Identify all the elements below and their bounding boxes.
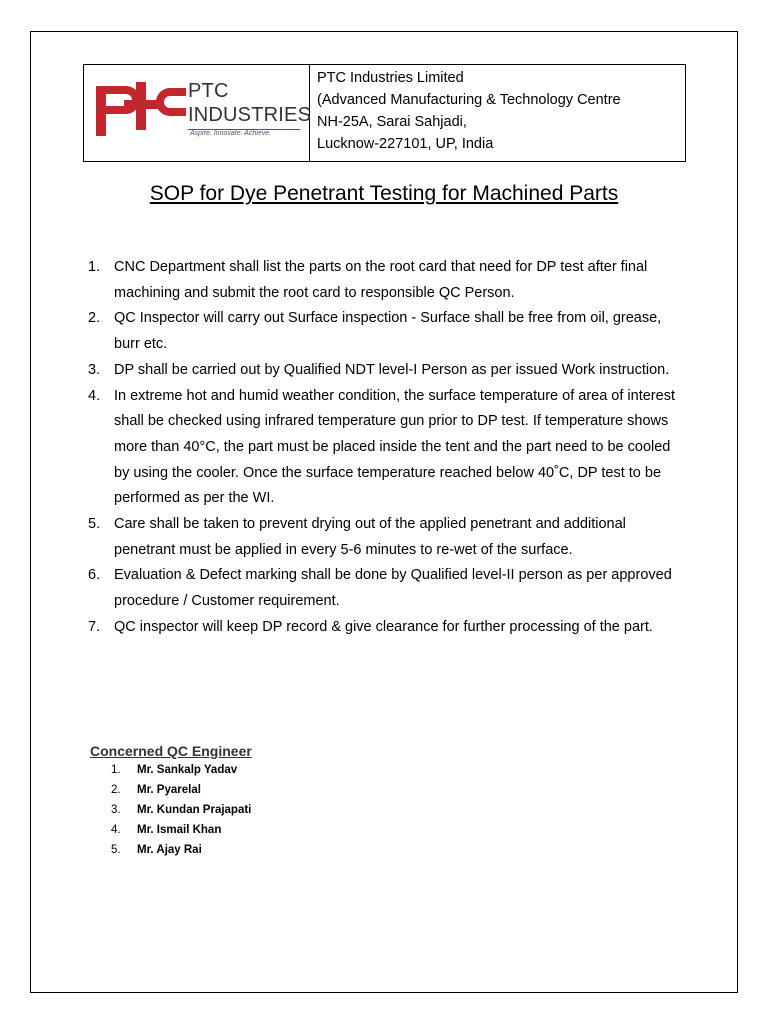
step-number: 1.: [88, 259, 101, 275]
logo-word-ptc: PTC: [188, 80, 229, 102]
address-line-centre: (Advanced Manufacturing & Technology Centre: [317, 92, 621, 108]
engineer-number: 2.: [111, 784, 121, 796]
qc-engineer-list: [111, 760, 251, 860]
procedure-step: [88, 563, 688, 614]
document-title: SOP for Dye Penetrant Testing for Machined Parts: [149, 182, 619, 205]
engineer-name: Mr. Ajay Rai: [137, 844, 202, 856]
address-cell: [310, 65, 685, 161]
step-text: In extreme hot and humid weather condition, the surface temperature of area of interest shall be checked using infrared temperature gun prior to DP test. If temperature shows more than 40°C, the part must be placed inside the tent and the part need to be cooled by using the cooler. Once the surface temperature reached below 40˚C, DP test to be performed as per the WI.: [114, 387, 675, 507]
procedure-step: [88, 512, 688, 563]
qc-engineer-item: [111, 820, 251, 840]
step-number: 3.: [88, 361, 101, 378]
qc-engineer-item: [111, 800, 251, 820]
address-line-city: Lucknow-227101, UP, India: [317, 136, 494, 152]
step-number: 4.: [88, 387, 101, 404]
address-line-street: NH-25A, Sarai Sahjadi,: [317, 114, 467, 130]
step-text: QC Inspector will carry out Surface inspection - Surface shall be free from oil, grease, burr etc.: [114, 310, 662, 353]
qc-engineer-item: [111, 760, 251, 780]
engineer-name: Mr. Ismail Khan: [137, 824, 222, 836]
step-text: Care shall be taken to prevent drying out of the applied penetrant and additional penetrant must be applied in every 5-6 minutes to re-wet of the surface.: [114, 516, 626, 558]
procedure-step: [88, 358, 688, 384]
qc-engineer-item: [111, 840, 251, 860]
step-number: 7.: [88, 618, 101, 635]
step-number: 5.: [88, 516, 101, 533]
engineer-number: 5.: [111, 844, 121, 856]
ptc-logo-mark-icon: [96, 82, 186, 136]
engineer-name: Mr. Kundan Prajapati: [137, 804, 252, 816]
procedure-step: [88, 615, 688, 641]
engineer-name: Mr. Pyarelal: [137, 784, 201, 796]
procedure-step: [88, 306, 688, 357]
engineer-number: 3.: [111, 804, 121, 816]
step-text: Evaluation & Defect marking shall be done by Qualified level-II person as per approved procedure / Customer requirement.: [114, 567, 672, 610]
step-number: 2.: [88, 310, 101, 327]
letterhead-table: [83, 64, 686, 162]
logo-tagline: Aspire. Innovate. Achieve.: [190, 130, 272, 137]
company-name: PTC Industries Limited: [317, 70, 464, 86]
step-text: QC inspector will keep DP record & give clearance for further processing of the part.: [114, 618, 653, 635]
step-number: 6.: [88, 567, 101, 584]
qc-engineer-heading: Concerned QC Engineer: [90, 743, 252, 759]
logo-word-industries: INDUSTRIES: [188, 104, 312, 126]
engineer-name: Mr. Sankalp Yadav: [137, 764, 238, 776]
procedure-steps: [88, 255, 688, 641]
step-text: DP shall be carried out by Qualified NDT level-I Person as per issued Work instruction.: [114, 361, 670, 378]
logo-cell: [84, 65, 310, 161]
procedure-step: [88, 255, 688, 306]
engineer-number: 1.: [111, 764, 121, 776]
qc-engineer-item: [111, 780, 251, 800]
engineer-number: 4.: [111, 824, 121, 836]
step-text: CNC Department shall list the parts on the root card that need for DP test after final machining and submit the root card to responsible QC Person.: [114, 259, 648, 301]
procedure-step: [88, 384, 688, 513]
